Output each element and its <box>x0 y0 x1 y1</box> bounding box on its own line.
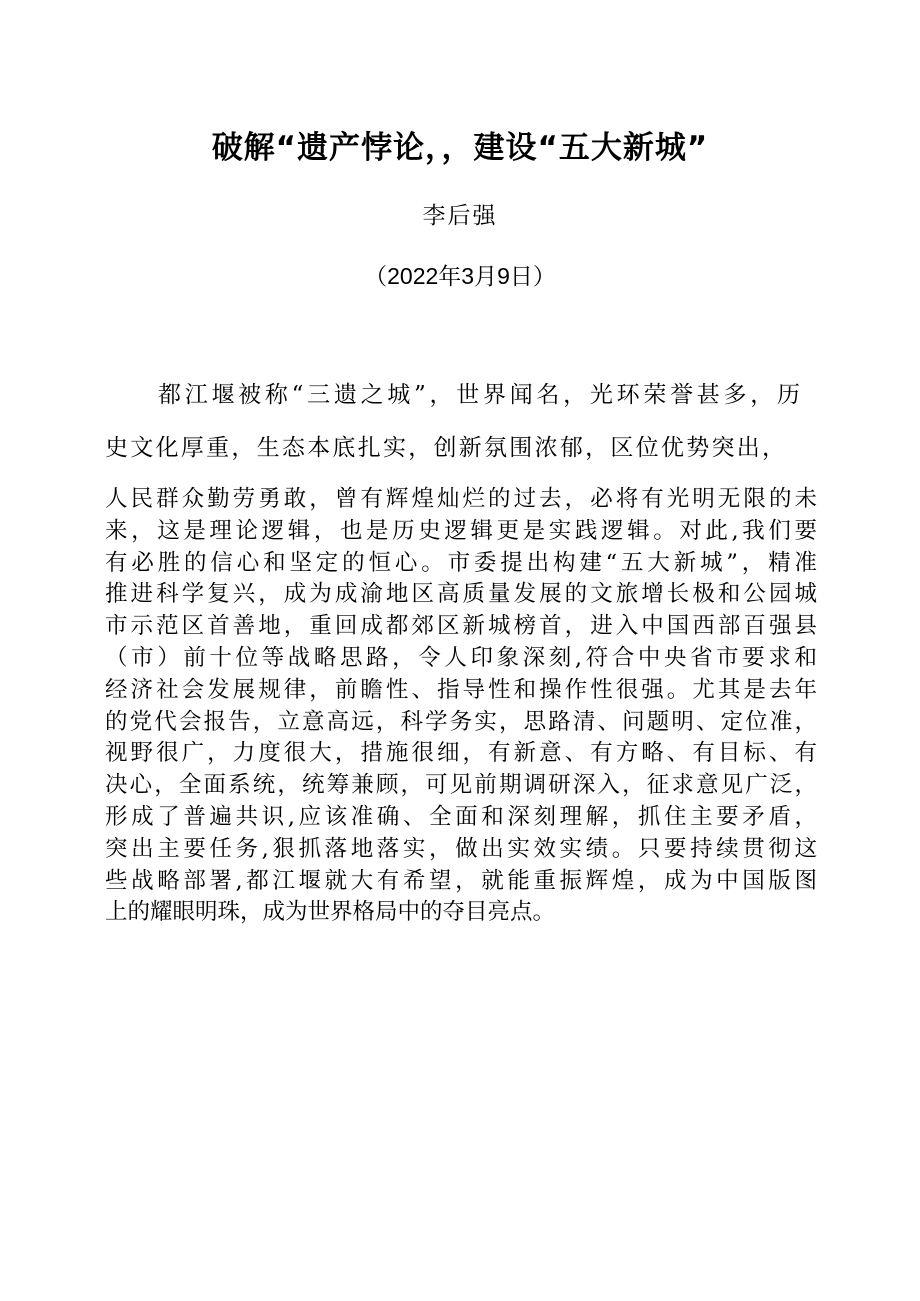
paragraph-line-12: 决心，全面系统，统筹兼顾，可见前期调研深入，征求意见广泛， <box>105 772 817 799</box>
paragraph-line-15: 些战略部署,都江堰就大有希望，就能重振辉煌，成为中国版图 <box>105 867 817 894</box>
document-date: （2022年3月9日） <box>364 263 556 289</box>
document-title: 破解“遗产悖论，，建设“五大新城” <box>211 130 709 166</box>
paragraph-body <box>105 484 817 929</box>
paragraph-line-2: 史文化厚重，生态本底扎实，创新氛围浓郁，区位优势突出， <box>105 435 785 461</box>
author-name: 李后强 <box>422 203 498 229</box>
paragraph-line-1: 都江堰被称“三遗之城”，世界闻名，光环荣誉甚多，历 <box>158 382 800 408</box>
paragraph-line-6: 推进科学复兴，成为成渝地区高质量发展的文旅增长极和公园城 <box>105 581 817 608</box>
paragraph-line-10: 的党代会报告，立意高远，科学务实，思路清、问题明、定位准， <box>105 708 817 735</box>
paragraph-line-5: 有必胜的信心和坚定的恒心。市委提出构建“五大新城”，精准 <box>105 549 817 576</box>
paragraph-line-3: 人民群众勤劳勇敢，曾有辉煌灿烂的过去，必将有光明无限的未 <box>105 486 817 512</box>
paragraph-line-8: （市）前十位等战略思路，令人印象深刻,符合中央省市要求和 <box>105 644 817 671</box>
paragraph-line-11: 视野很广，力度很大，措施很细，有新意、有方略、有目标、有 <box>105 740 817 767</box>
paragraph-line-4: 来，这是理论逻辑，也是历史逻辑更是实践逻辑。对此,我们要 <box>105 517 817 544</box>
paragraph-line-9: 经济社会发展规律，前瞻性、指导性和操作性很强。尤其是去年 <box>105 676 817 703</box>
paragraph-line-13: 形成了普遍共识,应该准确、全面和深刻理解，抓住主要矛盾， <box>105 803 817 830</box>
paragraph-line-7: 市示范区首善地，重回成都郊区新城榜首，进入中国西部百强县 <box>105 613 817 640</box>
paragraph-line-14: 突出主要任务,狠抓落地落实，做出实效实绩。只要持续贯彻这 <box>105 835 817 862</box>
paragraph-line-16: 上的耀眼明珠，成为世界格局中的夺目亮点。 <box>105 899 556 926</box>
